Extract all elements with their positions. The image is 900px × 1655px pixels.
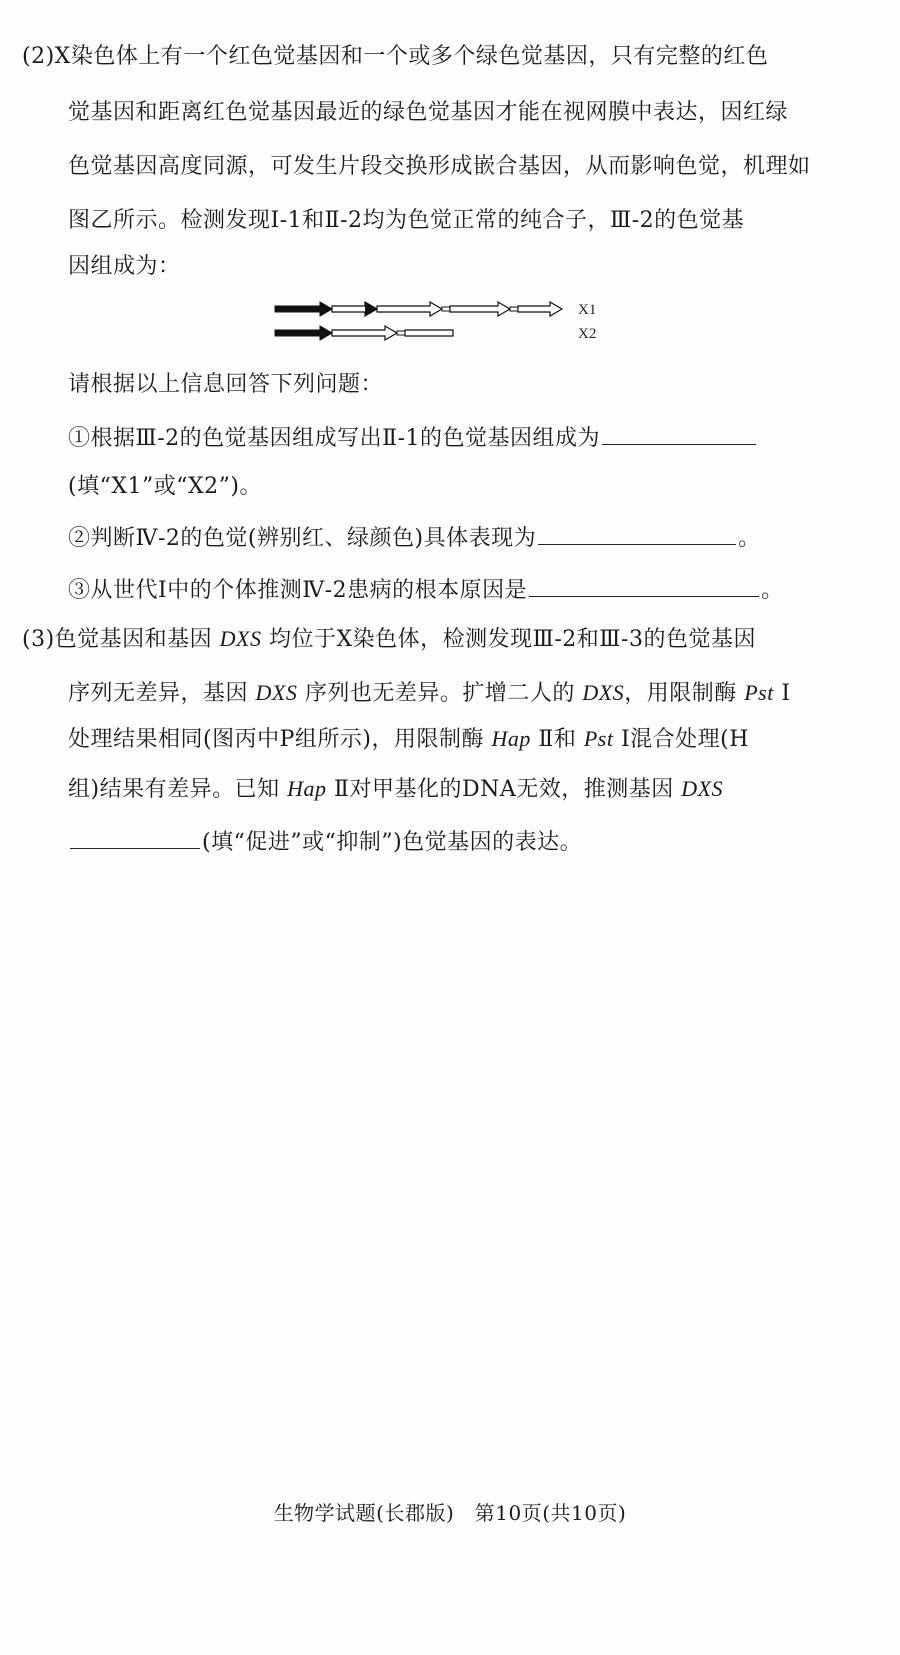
gene-diagram-svg	[270, 292, 630, 352]
q3-l4-dxs: DXS	[681, 776, 724, 801]
answer-blank-4[interactable]	[70, 826, 200, 849]
x1-spacer-2	[510, 307, 518, 311]
x1-red-gene-arrow	[275, 302, 332, 316]
q3-l3-pst: Pst	[583, 726, 614, 751]
q3-l4-a: 组)结果有差异。已知	[68, 777, 280, 802]
q3-l2-dxs: DXS	[255, 680, 298, 705]
q2-sub3-end: 。	[761, 578, 784, 603]
q3-line-1	[22, 624, 756, 655]
q2-sub1-text: ①根据Ⅲ-2的色觉基因组成写出Ⅱ-1的色觉基因组成为	[68, 426, 601, 451]
x2-red-gene-arrow	[275, 326, 332, 340]
x2-green-gene-arrow-1	[332, 326, 397, 340]
x2-green-gene-segment	[405, 330, 453, 336]
answer-blank-2[interactable]	[538, 522, 736, 545]
q2-line-1: (2)X染色体上有一个红色觉基因和一个或多个绿色觉基因，只有完整的红色	[22, 44, 769, 69]
x1-label: X1	[578, 302, 597, 318]
answer-blank-1[interactable]	[602, 422, 756, 445]
q3-l3-hap: Hap	[491, 726, 531, 751]
q2-line-3: 色觉基因高度同源，可发生片段交换形成嵌合基因，从而影响色觉，机理如	[68, 154, 811, 179]
x1-green-gene-arrow-3	[518, 302, 562, 316]
q2-sub3	[68, 574, 784, 606]
x2-label: X2	[578, 326, 597, 342]
q2-sub2	[68, 522, 761, 554]
x2-spacer-1	[397, 331, 405, 335]
gene-diagram	[270, 292, 630, 352]
q3-l4-hap: Hap	[287, 776, 327, 801]
x1-green-gene-arrow-2	[450, 302, 510, 316]
q3-line-3	[68, 724, 749, 755]
x1-chimeric-gene-head	[365, 302, 377, 316]
page-footer: 生物学试题(长郡版) 第10页(共10页)	[273, 1501, 627, 1525]
x1-spacer-1	[442, 307, 450, 311]
q3-line-4	[68, 774, 723, 805]
q2-sub1-hint: (填“X1”或“X2”)。	[68, 474, 262, 499]
q2-sub2-text: ②判断Ⅳ-2的色觉(辨别红、绿颜色)具体表现为	[68, 526, 537, 551]
q3-l2-c: ，用限制酶	[624, 681, 737, 706]
q3-l2-a: 序列无差异，基因	[68, 681, 249, 706]
q3-l1-a: (3)色觉基因和基因	[22, 627, 213, 652]
q3-l1-dxs: DXS	[219, 626, 262, 651]
q3-l3-b: Ⅱ和	[538, 727, 577, 752]
q3-line-5	[68, 826, 582, 858]
q3-line-2	[68, 678, 791, 709]
q3-l2-dxs2: DXS	[582, 680, 625, 705]
q3-l5-b: (填“促进”或“抑制”)色觉基因的表达。	[202, 830, 583, 855]
q2-sub3-text: ③从世代Ⅰ中的个体推测Ⅳ-2患病的根本原因是	[68, 578, 528, 603]
q3-l3-a: 处理结果相同(图丙中P组所示)，用限制酶	[68, 727, 484, 752]
q3-l1-b: 均位于X染色体，检测发现Ⅲ-2和Ⅲ-3的色觉基因	[269, 627, 756, 652]
answer-blank-3[interactable]	[529, 574, 759, 597]
x1-gene-row	[275, 302, 562, 316]
q2-line-2: 觉基因和距离红色觉基因最近的绿色觉基因才能在视网膜中表达，因红绿	[68, 100, 789, 125]
q3-l3-c: Ⅰ混合处理(H	[620, 727, 749, 752]
q2-sub2-end: 。	[738, 526, 761, 551]
x2-gene-row	[275, 326, 453, 340]
q3-l2-d: Ⅰ	[781, 681, 791, 706]
x1-green-gene-arrow-1	[377, 302, 442, 316]
q2-prompt: 请根据以上信息回答下列问题：	[68, 372, 384, 397]
q3-l2-b: 序列也无差异。扩增二人的	[304, 681, 575, 706]
q2-sub1	[68, 422, 758, 454]
q3-l2-pst: Pst	[744, 680, 774, 705]
q2-line-5: 因组成为：	[68, 254, 181, 279]
q3-l4-b: Ⅱ对甲基化的DNA无效，推测基因	[333, 777, 674, 802]
q2-line-4: 图乙所示。检测发现Ⅰ-1和Ⅱ-2均为色觉正常的纯合子，Ⅲ-2的色觉基	[68, 208, 745, 233]
